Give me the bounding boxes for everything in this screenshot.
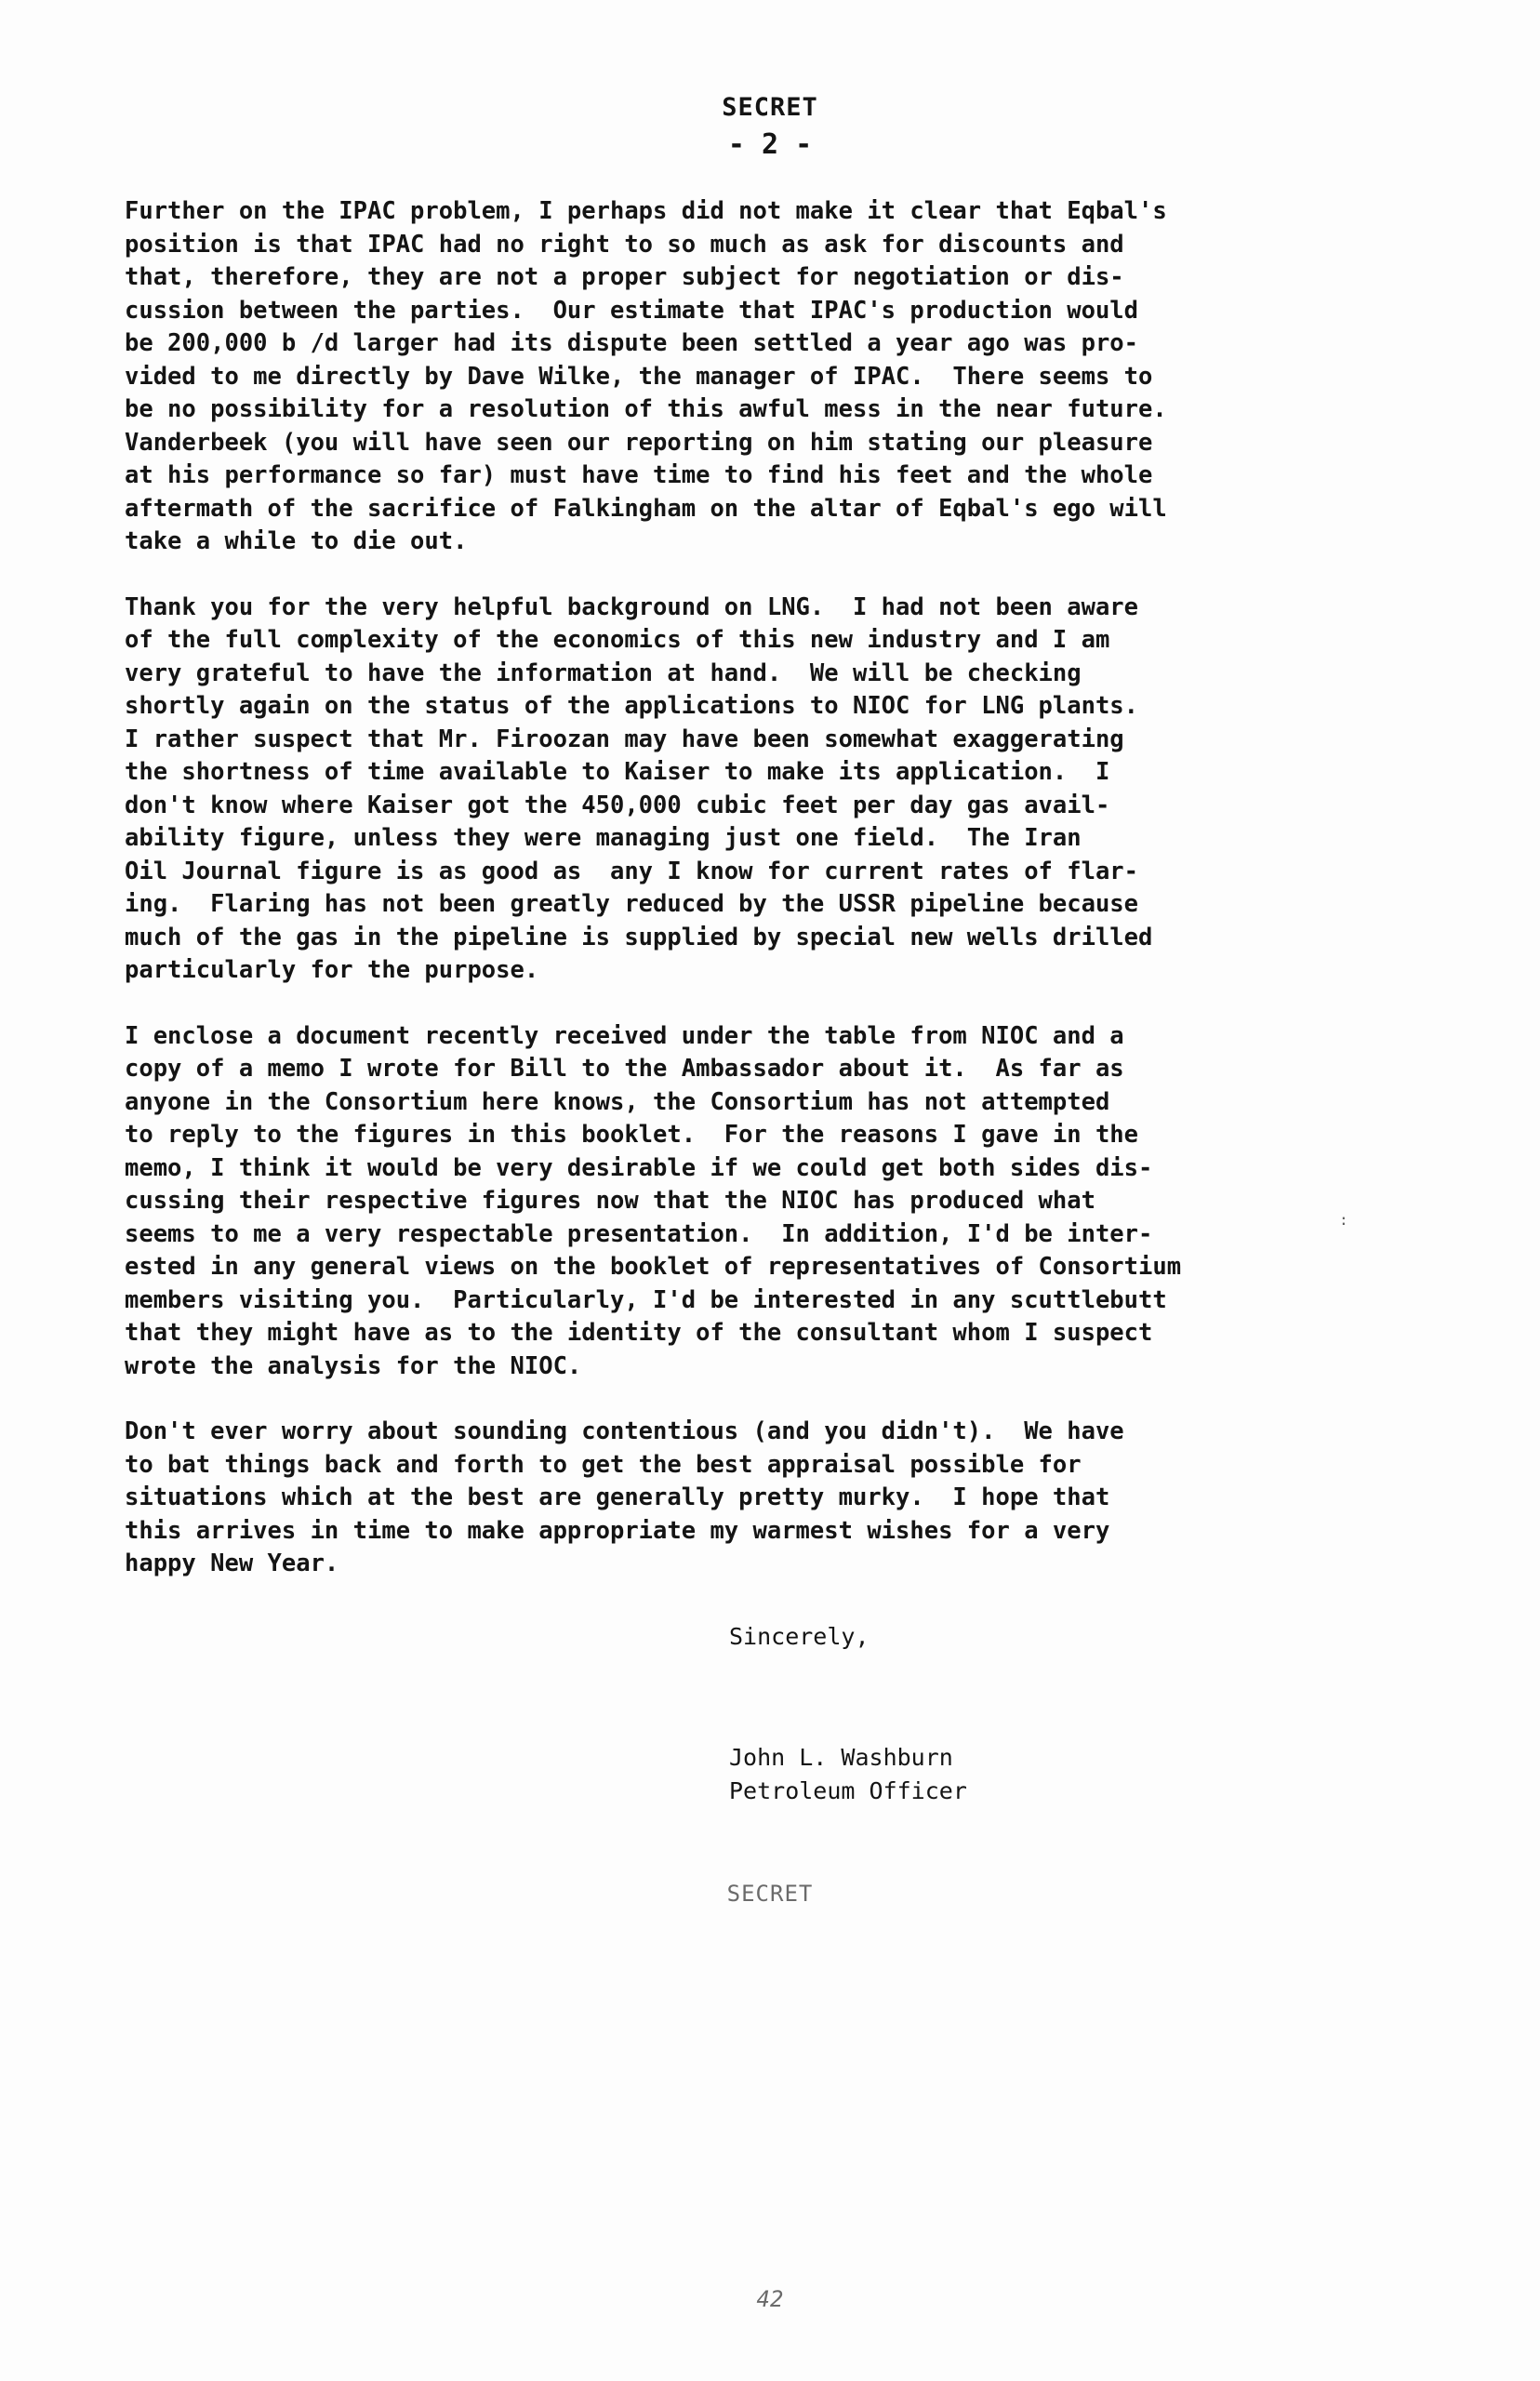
classification-header: SECRET (722, 93, 818, 122)
text-line: to bat things back and forth to get the best appraisal possible for (125, 1450, 1082, 1479)
text-line: cussion between the parties. Our estimate that IPAC's production would (125, 296, 1139, 325)
text-line: at his performance so far) must have time to find his feet and the whole (125, 461, 1153, 489)
paragraph-ipac (125, 195, 1371, 559)
text-line: seems to me a very respectable presentation. In addition, I'd be inter- (125, 1219, 1153, 1248)
page-number: - 2 - (727, 128, 813, 161)
text-line: memo, I think it would be very desirable if we could get both sides dis- (125, 1153, 1153, 1182)
text-line: situations which at the best are generally pretty murky. I hope that (125, 1483, 1110, 1511)
margin-mark: : (1339, 1211, 1348, 1229)
text-line: to reply to the figures in this booklet. For the reasons I gave in the (125, 1121, 1139, 1149)
signature-block (729, 1620, 967, 1808)
text-line: Vanderbeek (you will have seen our reporting on him stating our pleasure (125, 428, 1153, 457)
text-line: Don't ever worry about sounding contentious (and you didn't). We have (125, 1417, 1124, 1445)
text-line: this arrives in time to make appropriate my warmest wishes for a very (125, 1516, 1110, 1545)
text-line: don't know where Kaiser got the 450,000 cubic feet per day gas avail- (125, 791, 1110, 819)
text-line: copy of a memo I wrote for Bill to the Ambassador about it. As far as (125, 1055, 1124, 1083)
signer-title: Petroleum Officer (729, 1777, 967, 1804)
text-line: aftermath of the sacrifice of Falkingham on the altar of Eqbal's ego will (125, 494, 1167, 523)
text-line: Thank you for the very helpful background on LNG. I had not been aware (125, 592, 1139, 621)
text-line: that they might have as to the identity of the consultant whom I suspect (125, 1319, 1153, 1347)
text-line: be no possibility for a resolution of this awful mess in the near future. (125, 395, 1167, 423)
text-line: I enclose a document recently received under the table from NIOC and a (125, 1021, 1124, 1050)
text-line: the shortness of time available to Kaiser to make its application. I (125, 758, 1110, 786)
text-line: vided to me directly by Dave Wilke, the manager of IPAC. There seems to (125, 362, 1153, 391)
text-line: ing. Flaring has not been greatly reduced by the USSR pipeline because (125, 890, 1139, 918)
letter-body (125, 195, 1371, 1614)
text-line: Oil Journal figure is as good as any I know for current rates of flar- (125, 857, 1139, 885)
paragraph-lng (125, 592, 1371, 988)
text-line: of the full complexity of the economics of this new industry and I am (125, 626, 1110, 654)
text-line: much of the gas in the pipeline is supplied by special new wells drilled (125, 923, 1153, 951)
text-line: ested in any general views on the booklet of representatives of Consortium (125, 1253, 1182, 1281)
signer-name: John L. Washburn (729, 1744, 953, 1771)
text-line: wrote the analysis for the NIOC. (125, 1351, 582, 1380)
text-line: that, therefore, they are not a proper subject for negotiation or dis- (125, 263, 1124, 291)
text-line: members visiting you. Particularly, I'd be interested in any scuttlebutt (125, 1285, 1167, 1314)
text-line: ability figure, unless they were managing just one field. The Iran (125, 824, 1082, 852)
text-line: I rather suspect that Mr. Firoozan may have been somewhat exaggerating (125, 725, 1124, 753)
text-line: particularly for the purpose. (125, 956, 539, 984)
text-line: happy New Year. (125, 1550, 339, 1577)
archive-page-mark: 42 (756, 2286, 784, 2312)
text-line: Further on the IPAC problem, I perhaps did not make it clear that Eqbal's (125, 197, 1167, 225)
paragraph-nioc-document (125, 1020, 1371, 1384)
text-line: be 200,000 b /d larger had its dispute been settled a year ago was pro- (125, 329, 1139, 357)
classification-footer: SECRET (726, 1881, 814, 1907)
text-line: shortly again on the status of the applications to NIOC for LNG plants. (125, 692, 1139, 720)
text-line: position is that IPAC had no right to so much as ask for discounts and (125, 230, 1124, 259)
text-line: cussing their respective figures now that the NIOC has produced what (125, 1187, 1095, 1215)
text-line: anyone in the Consortium here knows, the Consortium has not attempted (125, 1087, 1110, 1116)
text-line: take a while to die out. (125, 527, 468, 555)
paragraph-closing-remarks (125, 1416, 1371, 1581)
text-line: very grateful to have the information at hand. We will be checking (125, 658, 1082, 687)
closing-salutation: Sincerely, (729, 1623, 870, 1650)
